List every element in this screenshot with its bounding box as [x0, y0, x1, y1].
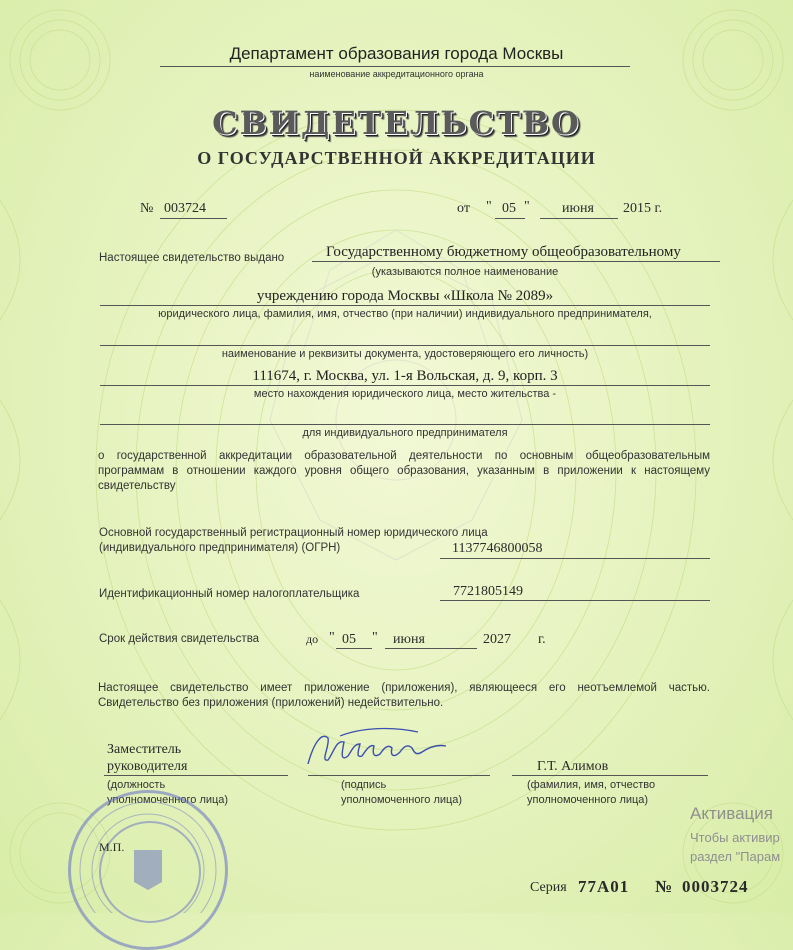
signer-name-caption1: (фамилия, имя, отчество — [527, 779, 656, 791]
number-prefix: № — [140, 201, 154, 216]
issued-to-label: Настоящее свидетельство выдано — [99, 252, 285, 264]
date-month-underline — [540, 218, 618, 219]
signer-name: Г.Т. Алимов — [537, 759, 609, 774]
accreditation-description: о государственной аккредитации образовательной деятельности по основным общеобразовательным программам в отношении каждого уровня общего образования, указанным в приложении к настоящему свидетельству — [98, 450, 710, 492]
address-underline — [100, 385, 710, 386]
seal-place-label: М.П. — [99, 840, 125, 854]
document-title: СВИДЕТЕЛЬСТВО — [212, 104, 581, 142]
inn-value: 7721805149 — [453, 584, 523, 599]
date-from-label: от — [457, 201, 470, 216]
issued-to-line1: Государственному бюджетному общеобразовательному — [326, 244, 681, 260]
ogrn-underline — [440, 558, 710, 559]
activation-watermark-title: Активация — [690, 804, 773, 823]
address-caption1: место нахождения юридического лица, место жительства - — [253, 388, 557, 400]
series-label: Серия — [530, 880, 567, 895]
ogrn-label-line1: Основной государственный регистрационный номер юридического лица — [99, 527, 488, 539]
stamp-lettering — [68, 790, 228, 913]
series-number-prefix: № — [655, 877, 673, 896]
signer-position-underline — [104, 775, 288, 776]
signer-position-line2: руководителя — [107, 759, 188, 774]
authority-caption: наименование аккредитационного органа — [309, 69, 484, 79]
number-underline — [160, 218, 227, 219]
signer-position-line1: Заместитель — [107, 742, 182, 757]
ogrn-label-line2: (индивидуального предпринимателя) (ОГРН) — [99, 542, 341, 554]
accreditation-authority: Департамент образования города Москвы — [229, 44, 564, 63]
signer-name-underline — [512, 775, 708, 776]
date-quote-open: " — [486, 199, 492, 214]
issued-to-caption1: (указываются полное наименование — [371, 266, 559, 278]
series-value: 77А01 — [578, 877, 630, 896]
activation-watermark-line1: Чтобы активир — [690, 830, 780, 845]
signature-underline — [308, 775, 490, 776]
issued-to-underline3 — [100, 345, 710, 346]
date-day: 05 — [502, 201, 516, 216]
validity-month: июня — [393, 632, 425, 647]
signer-name-caption2: уполномоченного лица) — [527, 794, 649, 806]
issued-to-underline2 — [100, 305, 710, 306]
issued-to-underline1 — [312, 261, 720, 262]
appendix-notice: Настоящее свидетельство имеет приложение (приложения), являющееся его неотъемлемой частью. Свидетельство без приложения (приложений) недействительно. — [98, 682, 710, 709]
validity-g: г. — [538, 632, 546, 647]
validity-year: 2027 — [483, 632, 511, 647]
handwritten-signature — [300, 722, 460, 777]
validity-to-label: до — [306, 632, 319, 646]
certificate-number: 003724 — [164, 201, 206, 216]
inn-label: Идентификационный номер налогоплательщика — [99, 588, 360, 600]
address: 111674, г. Москва, ул. 1-я Вольская, д. 9, корп. 3 — [252, 368, 558, 384]
signer-position-caption1: (должность — [107, 779, 166, 791]
signature-caption1: (подпись — [341, 779, 387, 791]
signature-caption2: уполномоченного лица) — [341, 794, 463, 806]
validity-label: Срок действия свидетельства — [99, 633, 260, 645]
validity-day: 05 — [342, 632, 356, 647]
authority-underline — [160, 66, 630, 67]
address-caption2: для индивидуального предпринимателя — [302, 427, 508, 439]
date-quote-close: " — [524, 199, 530, 214]
ogrn-value: 1137746800058 — [452, 541, 543, 556]
date-month: июня — [562, 201, 594, 216]
issued-to-caption3: наименование и реквизиты документа, удостоверяющего его личность) — [221, 348, 589, 360]
document-subtitle: О ГОСУДАРСТВЕННОЙ АККРЕДИТАЦИИ — [197, 148, 596, 168]
issued-to-caption2: юридического лица, фамилия, имя, отчество (при наличии) индивидуального предпринимателя, — [158, 308, 652, 320]
validity-day-underline — [336, 648, 372, 649]
activation-watermark-line2: раздел "Парам — [690, 849, 781, 864]
date-year: 2015 г. — [623, 201, 663, 216]
date-day-underline — [495, 218, 525, 219]
inn-underline — [440, 600, 710, 601]
validity-month-underline — [385, 648, 477, 649]
series-number: 0003724 — [682, 877, 749, 896]
issued-to-line2: учреждению города Москвы «Школа № 2089» — [256, 288, 554, 304]
address-underline2 — [100, 424, 710, 425]
signer-position-caption2: уполномоченного лица) — [107, 794, 229, 806]
